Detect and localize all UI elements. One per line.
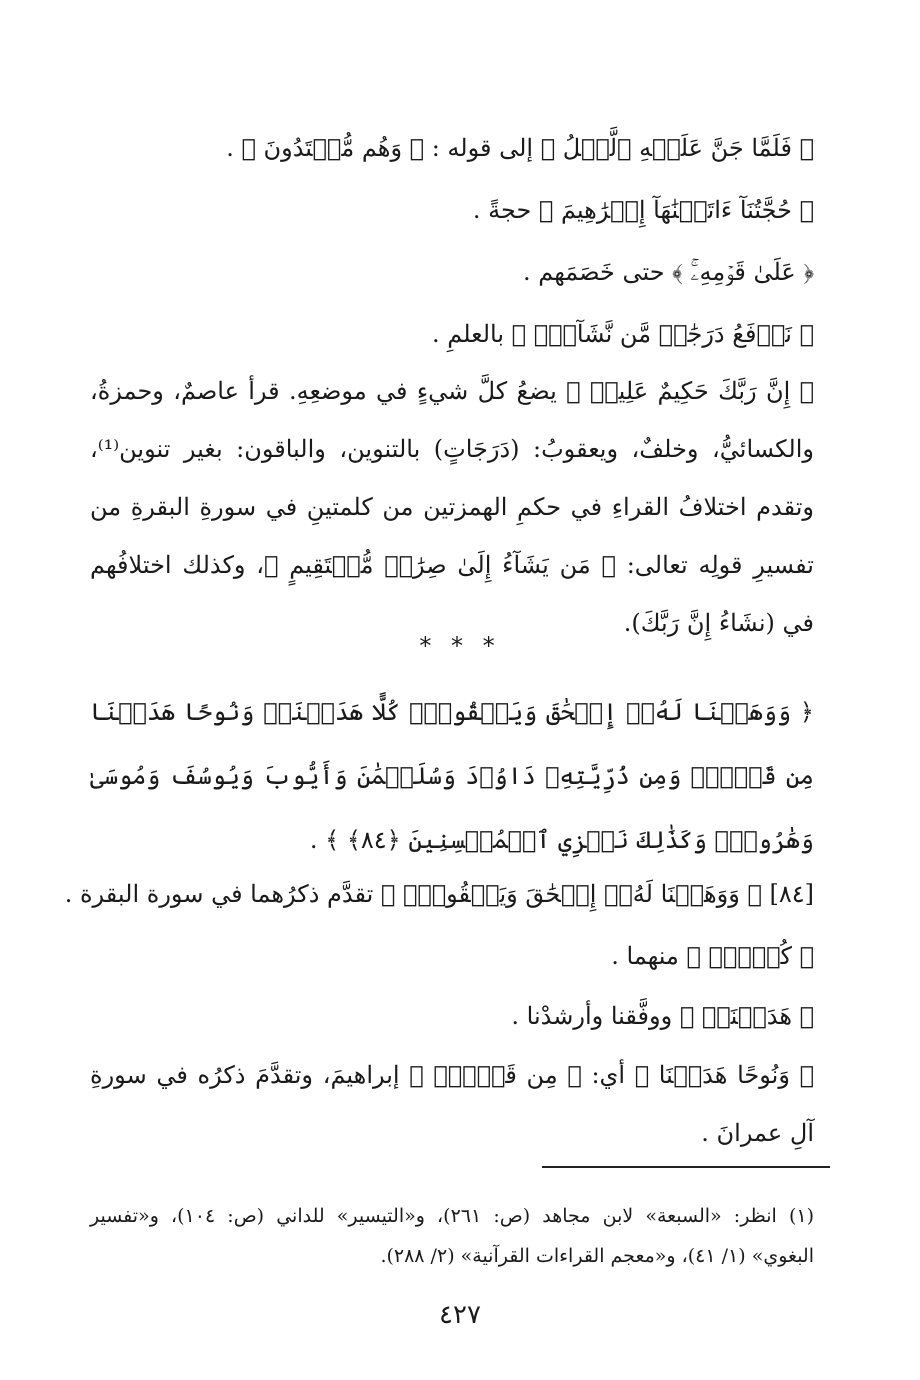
text-line-4: ﴿ نَرۡفَعُ دَرَجَٰتٖ مَّن نَّشَآءُۗ ﴾ بالعلمِ .	[431, 320, 814, 348]
text-line-2: ﴿ حُجَّتُنَآ ءَاتَيۡنَٰهَآ إِبۡرَٰهِيمَ ﴾ حجةً .	[472, 196, 814, 224]
commentary-paragraph-2: ﴿ وَنُوحًا هَدَيۡنَا ﴾ أي: ﴿ مِن قَبۡلُۖ ﴾ إبراهيمَ، وتقدَّمَ ذكرُه في سورةِ آلِ عمرانَ .	[90, 1061, 814, 1147]
footnote-divider	[542, 1166, 830, 1168]
text-line-5: [٨٤] ﴿ وَوَهَبۡنَا لَهُۥٓ إِسۡحَٰقَ وَيَعۡقُوبَۚ ﴾ تقدَّم ذكرُهما في سورة البقرة .	[64, 880, 814, 908]
commentary-paragraph: ﴿ إِنَّ رَبَّكَ حَكِيمٌ عَلِيمٞ ﴾ يضعُ كلَّ شيءٍ في موضعِهِ. قرأ عاصمٌ، وحمزةُ، والكسائيُّ، وخلفٌ، ويعقوبُ: (دَرَجَاتٍ) بالتنوين، والباقون: بغير تنوين⁽¹⁾، وتقدم اختلافُ القراءِ في حكمِ الهمزتين من كلمتينِ في سورةِ البقرةِ من تفسيرِ قولِه تعالى: ﴿ مَن يَشَآءُ إِلَىٰ صِرَٰطٖ مُّسۡتَقِيمٍ ﴾، وكذلك اختلافُهم في (نشَاءُ إِنَّ رَبَّكَ).	[90, 377, 814, 637]
page-number: ٤٢٧	[439, 1300, 481, 1330]
section-separator: * * *	[419, 632, 501, 660]
text-line-7: ﴿ هَدَيۡنَاۚ ﴾ ووفَّقنا وأرشدْنا .	[511, 1002, 814, 1030]
footnote: (١) انظر: «السبعة» لابن مجاهد (ص: ٢٦١)، و«التيسير» للداني (ص: ١٠٤)، و«تفسير البغوي» (١/ ٤١)، و«معجم القراءات القرآنية» (٢/ ٢٨٨).	[90, 1205, 815, 1267]
text-line-3: ﴿ عَلَىٰ قَوۡمِهِۦۚ ﴾ حتى خَصَمَهم .	[523, 258, 814, 286]
text-line-1: ﴿ فَلَمَّا جَنَّ عَلَيۡهِ ٱلَّيۡلُ ﴾ إلى قوله : ﴿ وَهُم مُّهۡتَدُونَ ﴾ .	[226, 134, 814, 162]
text-line-6: ﴿ كُلًّاۚ ﴾ منهما .	[611, 942, 814, 970]
quran-verse-84: ﴿ وَوَهَبۡنَا لَهُۥٓ إِسۡحَٰقَ وَيَعۡقُوبَۚ كُلًّا هَدَيۡنَاۚ وَنُوحًا هَدَيۡنَا مِن قَبۡلُۖ وَمِن ذُرِّيَّتِهِۦ دَاوُۥدَ وَسُلَيۡمَٰنَ وَأَيُّوبَ وَيُوسُفَ وَمُوسَىٰ وَهَٰرُونَۚ وَكَذَٰلِكَ نَجۡزِي ٱلۡمُحۡسِنِينَ ﴿٨٤﴾ ﴾ .	[90, 698, 814, 854]
